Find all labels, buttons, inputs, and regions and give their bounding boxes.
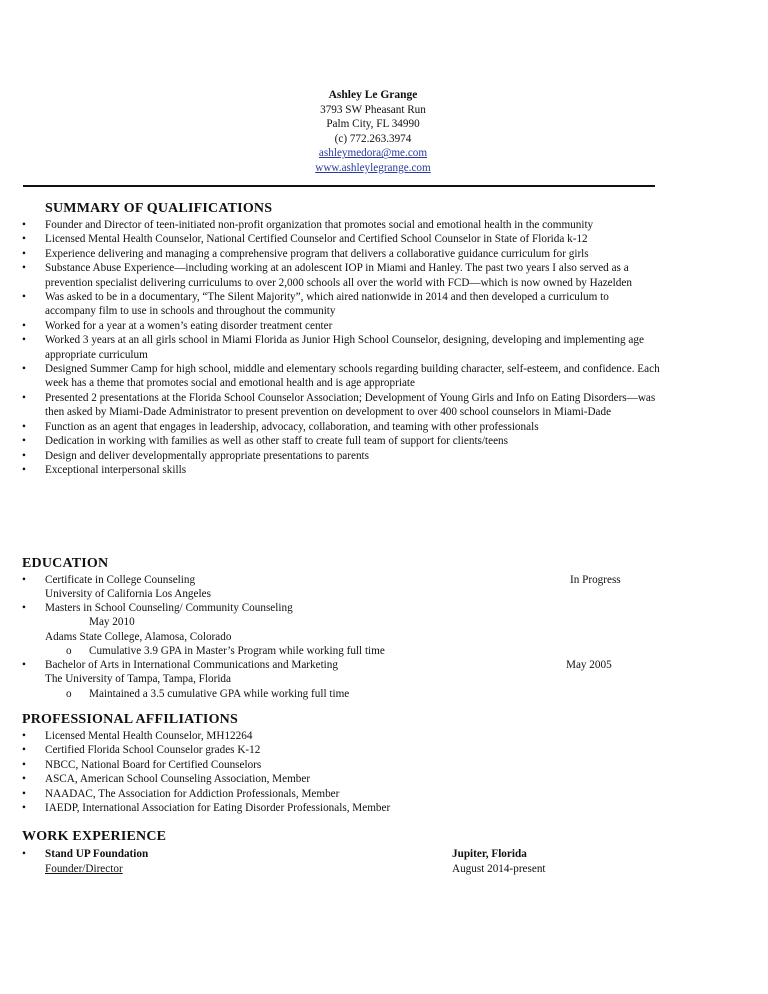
summary-item: • Design and deliver developmentally appropriate presentations to parents <box>22 449 662 463</box>
summary-item: • Experience delivering and managing a comprehensive program that delivers a collaborative guidance curriculum for girls <box>22 247 662 261</box>
education-school: Adams State College, Alamosa, Colorado <box>45 631 232 643</box>
candidate-name: Ashley Le Grange <box>328 89 418 101</box>
education-date: May 2005 <box>566 659 612 671</box>
bullet-icon: • <box>22 574 26 586</box>
education-note: Maintained a 3.5 cumulative GPA while working full time <box>89 688 350 700</box>
job-organization: Stand UP Foundation <box>45 848 149 860</box>
job-location: Jupiter, Florida <box>452 848 527 860</box>
summary-item: • Worked for a year at a women’s eating disorder treatment center <box>22 319 662 333</box>
education-note: Cumulative 3.9 GPA in Master’s Program while working full time <box>89 645 385 657</box>
summary-item: • Founder and Director of teen-initiated non-profit organization that promotes social and emotional health in the community <box>22 218 662 232</box>
education-degree: Certificate in College Counseling <box>45 574 196 586</box>
header-divider <box>23 185 655 187</box>
education-school: University of California Los Angeles <box>45 588 211 600</box>
city-line: Palm City, FL 34990 <box>326 118 420 131</box>
bullet-icon: • <box>22 602 26 614</box>
phone-line: (c) 772.263.3974 <box>334 132 412 145</box>
bullet-icon: • <box>22 659 26 671</box>
summary-item: • Dedication in working with families as well as other staff to create full team of support for clients/teens <box>22 434 662 448</box>
education-degree: Masters in School Counseling/ Community Counseling <box>45 602 293 614</box>
bullet-icon: • <box>22 848 26 860</box>
affiliation-item: • NBCC, National Board for Certified Counselors <box>22 758 662 772</box>
affiliations-list <box>22 729 662 815</box>
summary-list <box>22 218 662 477</box>
summary-item: • Licensed Mental Health Counselor, National Certified Counselor and Certified School Counselor in State of Florida k-12 <box>22 232 662 246</box>
summary-item: • Designed Summer Camp for high school, middle and elementary schools regarding building character, self-esteem, and confidence. Each week has a theme that promotes social and emotional health and is age appropriate <box>22 362 662 391</box>
summary-item: • Presented 2 presentations at the Florida School Counselor Association; Development of Young Girls and Info on Eating Disorders—was then asked by Miami-Dade Administrator to present prevention on development to over 400 school counselors in Miami-Dade <box>22 391 662 420</box>
education-heading: EDUCATION <box>22 556 109 571</box>
address-line: 3793 SW Pheasant Run <box>320 103 426 116</box>
website-link[interactable]: www.ashleylegrange.com <box>315 161 431 174</box>
contact-header <box>300 88 446 176</box>
job-role: Founder/Director <box>45 863 123 875</box>
summary-heading: SUMMARY OF QUALIFICATIONS <box>45 201 273 216</box>
summary-item: • Was asked to be in a documentary, “The Silent Majority”, which aired nationwide in 2014 and then developed a curriculum to accompany film to use in schools and throughout the community <box>22 290 662 319</box>
education-status: In Progress <box>570 574 621 586</box>
education-date: May 2010 <box>89 616 135 628</box>
education-degree: Bachelor of Arts in International Communications and Marketing <box>45 659 338 671</box>
summary-item: • Worked 3 years at an all girls school in Miami Florida as Junior High School Counselor, designing, developing and implementing age appropriate curriculum <box>22 333 662 362</box>
summary-item: • Substance Abuse Experience—including working at an adolescent IOP in Miami and Hanley. The past two years I also served as a prevention specialist delivering curriculums to over 2,000 schools all over the world with FCD—which is now owned by Hazelden <box>22 261 662 290</box>
affiliation-item: • ASCA, American School Counseling Association, Member <box>22 772 662 786</box>
education-school: The University of Tampa, Tampa, Florida <box>45 673 231 685</box>
work-heading: WORK EXPERIENCE <box>22 829 167 844</box>
affiliation-item: • Licensed Mental Health Counselor, MH12264 <box>22 729 662 743</box>
affiliations-heading: PROFESSIONAL AFFILIATIONS <box>22 712 238 727</box>
summary-item: • Function as an agent that engages in leadership, advocacy, collaboration, and teaming with other professionals <box>22 420 662 434</box>
sub-bullet-icon: o <box>66 645 72 657</box>
summary-item: • Exceptional interpersonal skills <box>22 463 662 477</box>
email-link[interactable]: ashleymedora@me.com <box>318 147 428 160</box>
sub-bullet-icon: o <box>66 688 72 700</box>
affiliation-item: • Certified Florida School Counselor grades K-12 <box>22 743 662 757</box>
affiliation-item: • IAEDP, International Association for Eating Disorder Professionals, Member <box>22 801 662 815</box>
affiliation-item: • NAADAC, The Association for Addiction Professionals, Member <box>22 787 662 801</box>
job-dates: August 2014-present <box>452 863 546 875</box>
